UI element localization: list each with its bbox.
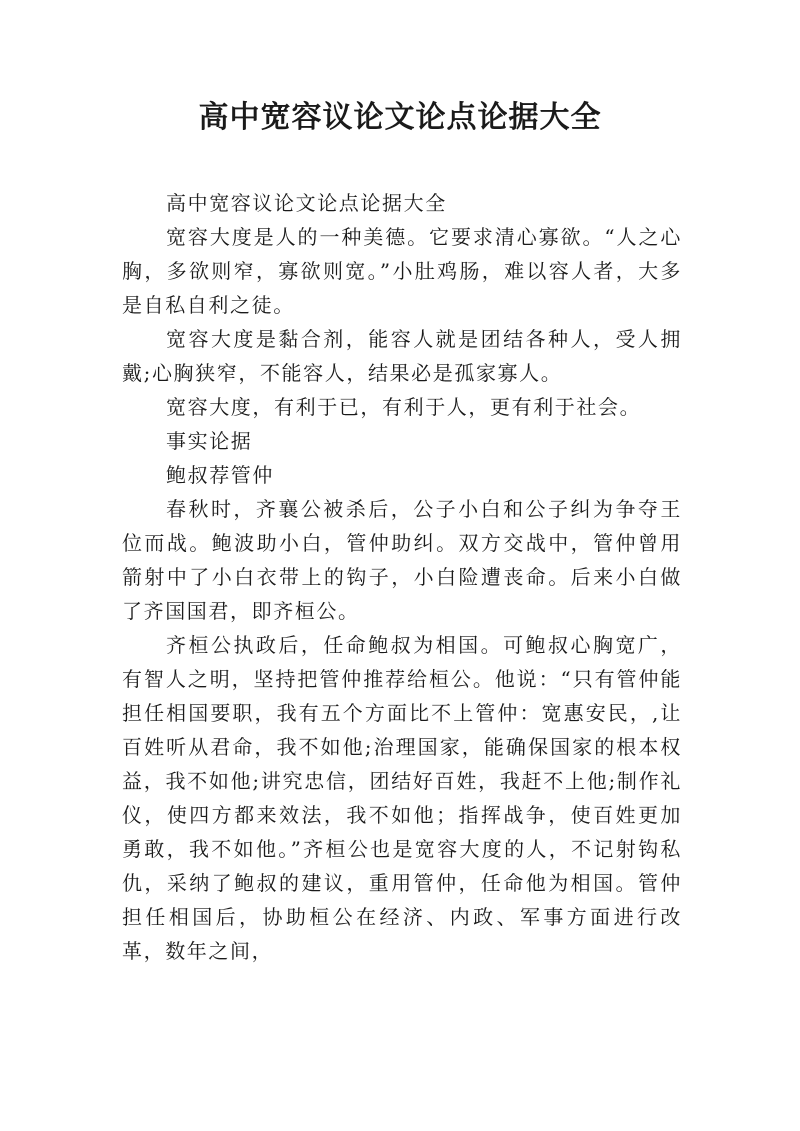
paragraph-benefit: 宽容大度，有利于已，有利于人，更有利于社会。: [166, 395, 642, 419]
paragraph-subtitle: 高中宽容议论文论点论据大全: [166, 191, 447, 215]
section-heading-evidence: 事实论据: [166, 429, 253, 453]
document-title: 高中宽容议论文论点论据大全: [198, 100, 602, 135]
paragraph-story-1: 春秋时，齐襄公被杀后，公子小白和公子纠为争夺王位而战。鲍波助小白，管仲助纠。双方交战中，管仲曾用箭射中了小白衣带上的钩子，小白险遭丧命。后来小白做了齐国国君，即齐桓公。: [122, 497, 682, 623]
document-body: [122, 186, 682, 968]
paragraph-virtue: 宽容大度是人的一种美德。它要求清心寡欲。“人之心胸，多欲则窄，寡欲则宽。”小肚鸡肠，难以容人者，大多是自私自利之徒。: [122, 225, 682, 317]
paragraph-story-2: 齐桓公执政后，任命鲍叔为相国。可鲍叔心胸宽广，有智人之明，坚持把管仲推荐给桓公。他说：“只有管仲能担任相国要职，我有五个方面比不上管仲：宽惠安民，,让百姓听从君命，我不如他;治理国家，能确保国家的根本权益，我不如他;讲究忠信，团结好百姓，我赶不上他;制作礼仪，使四方都来效法，我不如他；指挥战争，使百姓更加勇敢，我不如他。”齐桓公也是宽容大度的人，不记射钩私仇，采纳了鲍叔的建议，重用管仲，任命他为相国。管仲担任相国后，协助桓公在经济、内政、军事方面进行改革，数年之间，: [122, 633, 682, 963]
paragraph-unity: 宽容大度是黏合剂，能容人就是团结各种人，受人拥戴;心胸狭窄，不能容人，结果必是孤家寡人。: [122, 327, 682, 385]
story-heading: 鲍叔荐管仲: [166, 463, 274, 487]
